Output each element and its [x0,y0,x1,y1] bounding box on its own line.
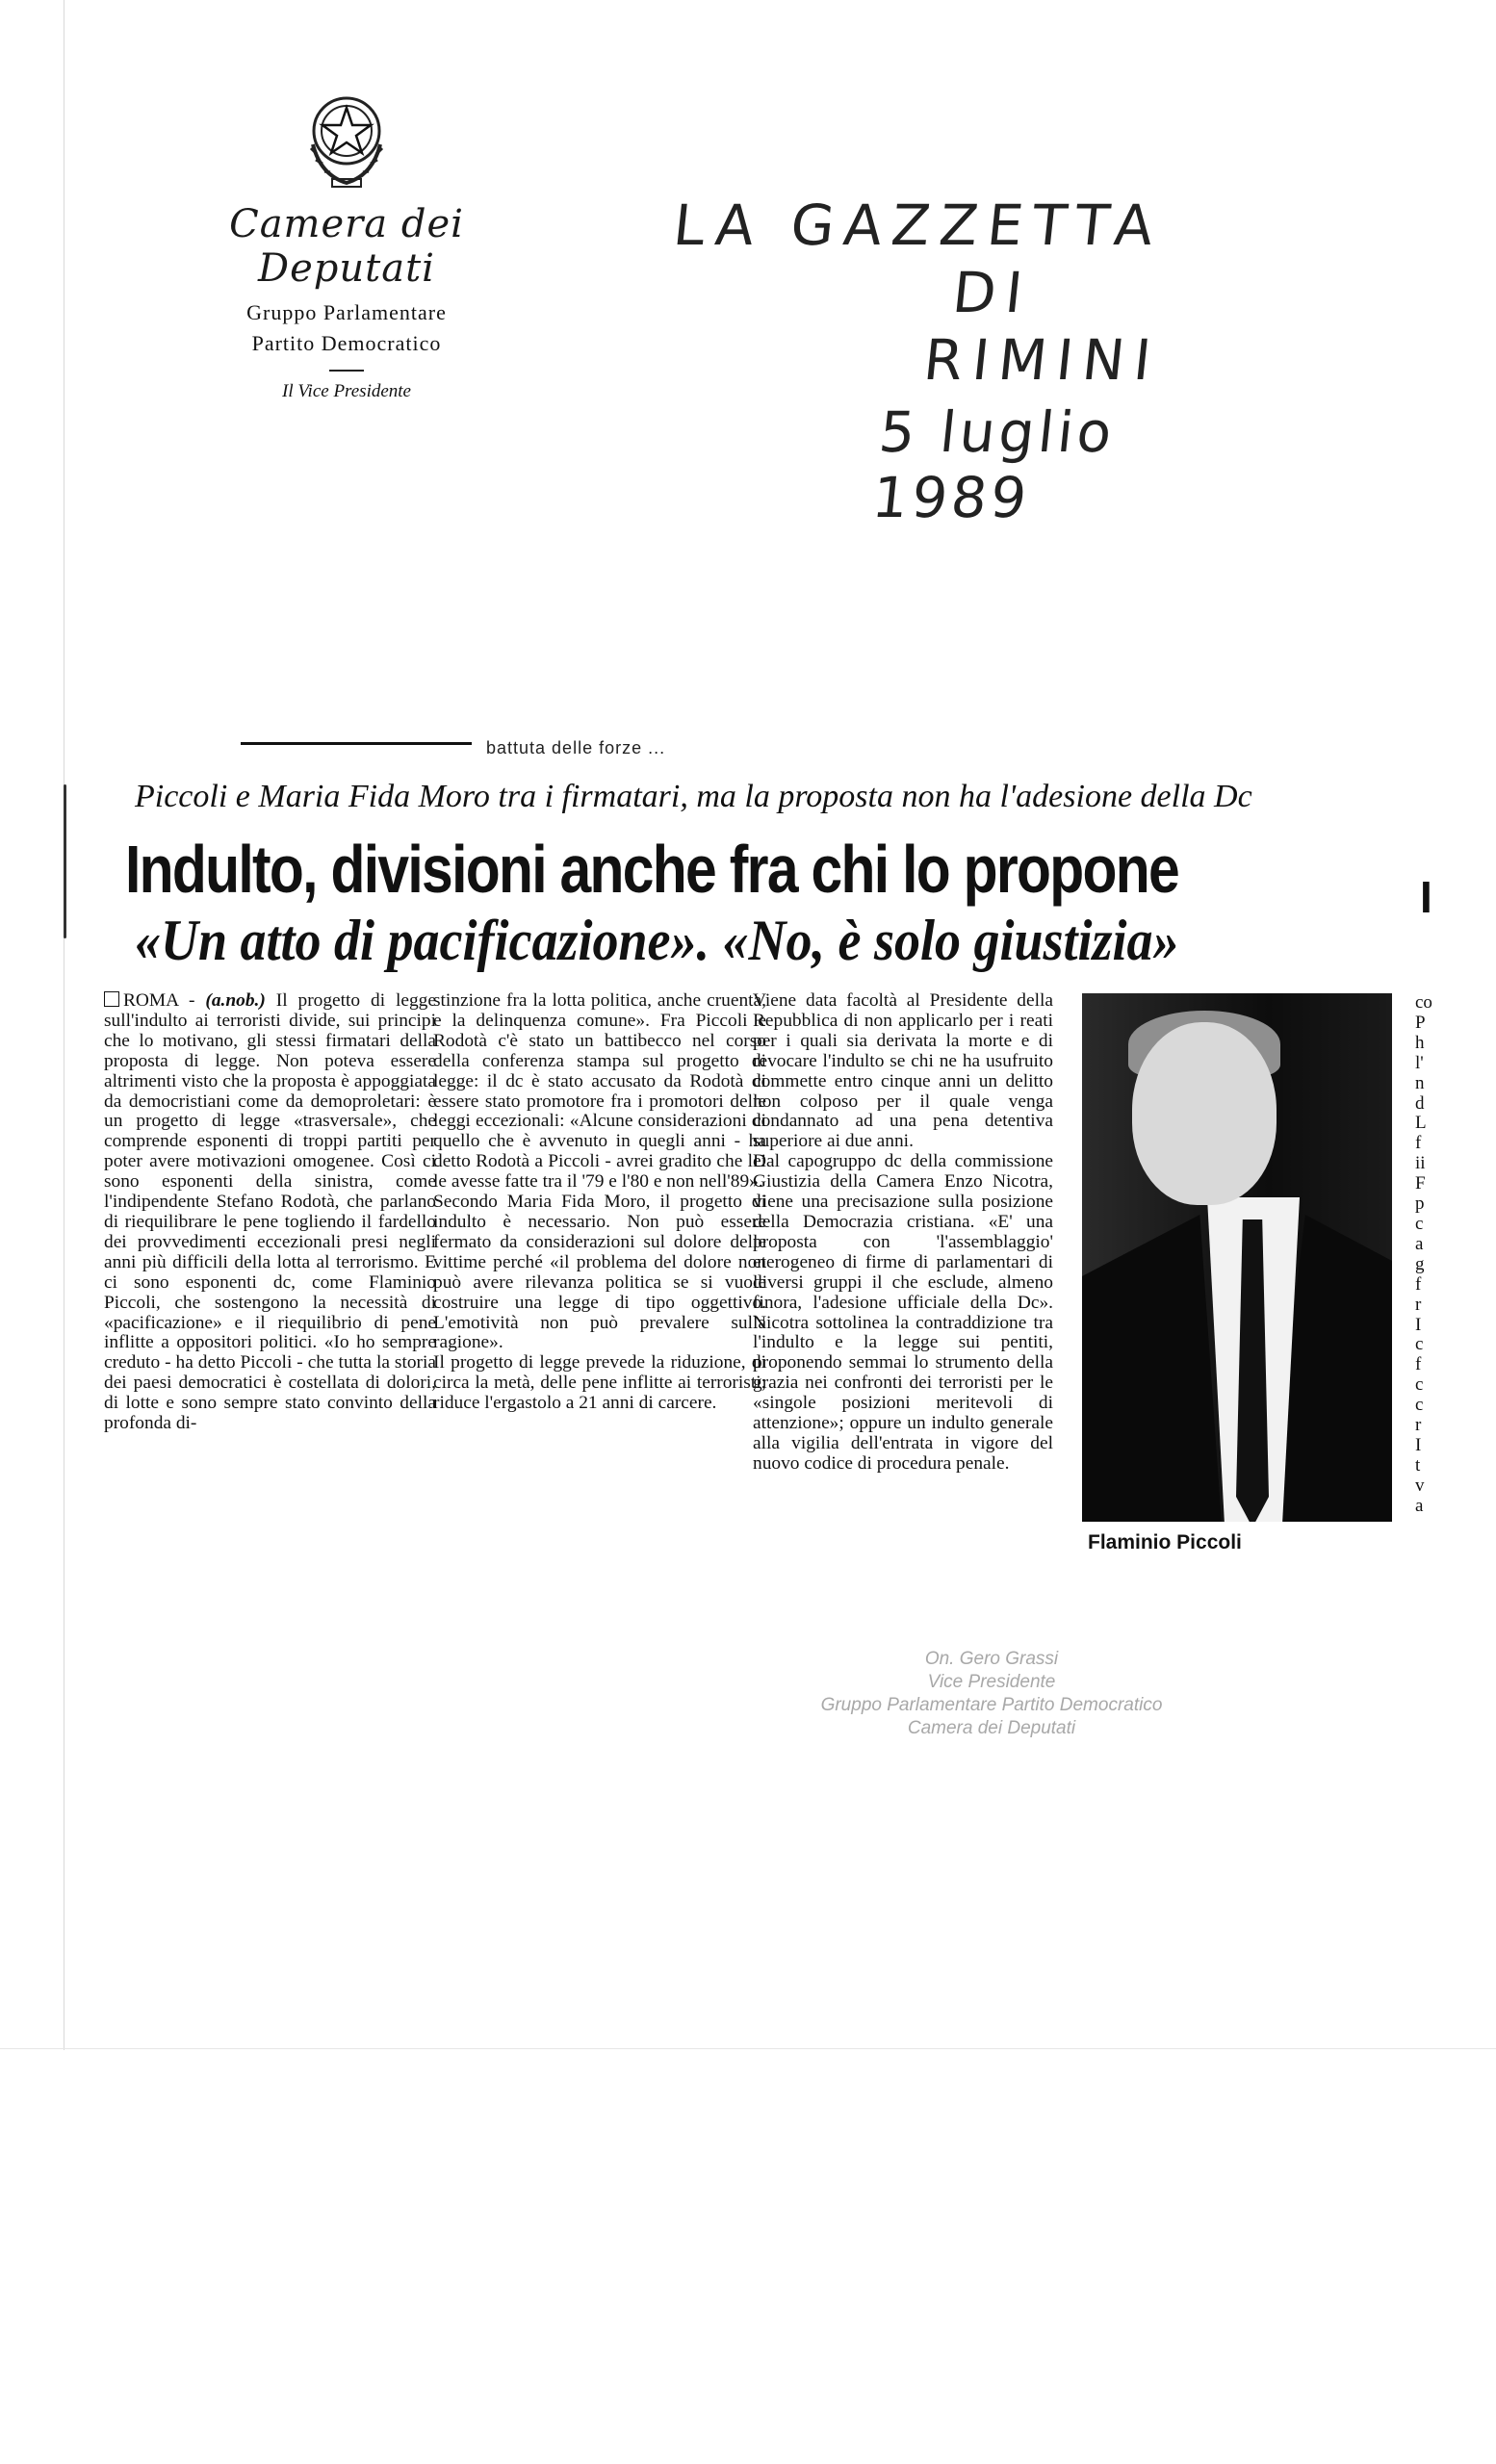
column-2-paragraph-1: stinzione fra la lotta politica, anche cruenta, e la delinquenza comune». Fra Piccoli e Rodotà c'è stato un battibecco nel corso della conferenza stampa sul progetto di legge: il dc è stato accusato da Rodotà di essere stato promotore fra i promotori delle leggi eccezionali: «Alcune considerazioni di quello che è avvenuto in quegli anni - ha detto Rodotà a Piccoli - avrei gradito che lei le avesse fatte tra il '79 e l'80 e non nell'89». [433,990,766,1193]
scan-bottom-edge [0,2048,1496,2049]
column-2-paragraph-2: Secondo Maria Fida Moro, il progetto di indulto è necessario. Non può essere fermato da considerazioni sul dolore delle vittime perché «il problema del dolore non può avere rilevanza politica se si vuole costruire una legge di tipo oggettivo. L'emotività non può prevalere sulla ragione». [433,1192,766,1353]
fragment-letter: a [1415,1495,1424,1516]
fragment-letter: p [1415,1194,1425,1215]
stamp-chamber: Camera dei Deputati [907,1718,1076,1738]
adjacent-column-letters [1415,993,1454,1517]
stamp-role: Vice Presidente [927,1672,1056,1692]
fragment-letter: r [1415,1294,1422,1315]
fragment-letter: co [1415,992,1432,1013]
party-name: Partito Democratico [251,331,442,355]
checkbox-square-icon [104,991,119,1007]
fragment-letter: n [1415,1072,1425,1093]
fragment-letter: r [1415,1415,1422,1436]
stamp-name: On. Gero Grassi [924,1649,1059,1669]
article-kicker: Piccoli e Maria Fida Moro tra i firmatari, ma la proposta non ha l'adesione della Dc [135,779,1252,814]
column-1-text: Il progetto di legge sull'indulto ai terroristi divide, sui principi che lo motivano, gli stessi firmatari della proposta di legge. Non poteva essere altrimenti visto che la proposta è appoggiata da democristiani come da demoproletari: è un progetto di legge «trasversale», che comprende esponenti di troppi partiti per poter avere motivazioni omogenee. Così ci sono esponenti della sinistra, come l'indipendente Stefano Rodotà, che parlano di riequilibrare le pene togliendo il fardello dei provvedimenti eccezionali presi negli anni più difficili della lotta al terrorismo. E ci sono esponenti dc, come Flaminio Piccoli, che sostengono la necessità di «pacificazione» e il riequilibrio di pene inflitte a oppositori politici. «Io ho sempre creduto - ha detto Piccoli - che tutta la storia dei paesi democratici è costellata di dolori, di lotte e sono sempre stato convinto della profonda di- [104,990,436,1434]
newspaper-clipping [67,727,1496,1612]
photo-caption: Flaminio Piccoli [1088,1531,1242,1553]
fragment-letter: f [1415,1133,1422,1154]
fragment-letter: F [1415,1173,1426,1194]
byline: (a.nob.) [205,990,266,1011]
fragment-letter: g [1415,1253,1425,1274]
fragment-letter: f [1415,1273,1422,1295]
letterhead [144,87,549,402]
column-3-paragraph-1: Viene data facoltà al Presidente della Repubblica di non applicarlo per i reati per i quali sia derivata la morte e di revocare l'indulto se chi ne ha usufruito commette entro cinque anni un delitto non colposo per il quale venga condannato ad una pena detentiva superiore ai due anni. [753,990,1053,1152]
pen-margin-mark [64,784,66,938]
fragment-letter: t [1415,1454,1421,1476]
article-column-3 [753,991,1053,1475]
fragment-letter: h [1415,1032,1425,1053]
article-column-1 [104,991,436,1434]
fragment-letter: I [1415,1434,1422,1455]
fragment-letter: l' [1415,1052,1424,1073]
fragment-letter: d [1415,1092,1425,1114]
fragment-letter: c [1415,1374,1424,1396]
article-headline: Indulto, divisioni anche fra chi lo propone [125,832,1179,907]
letterhead-divider [329,370,364,372]
chamber-name: Camera dei Deputati [229,202,464,291]
cut-off-text-line: battuta delle forze ... [486,738,666,757]
handwritten-city: RIMINI [920,327,1164,393]
adjacent-column-fragment: I [1420,872,1432,922]
handwritten-date: 5 luglio 1989 [868,399,1119,530]
fragment-letter: ii [1415,1153,1426,1174]
group-name: Gruppo Parlamentare [246,300,447,324]
fragment-letter: P [1415,1012,1426,1033]
article-column-2 [433,991,766,1414]
vice-president-title: Il Vice Presidente [282,381,411,401]
handwritten-di: DI [949,260,1036,325]
stamp-group: Gruppo Parlamentare Partito Democratico [820,1695,1163,1715]
fragment-letter: f [1415,1354,1422,1375]
fragment-letter: c [1415,1395,1424,1416]
signature-stamp [789,1648,1194,1740]
fragment-letter: c [1415,1334,1424,1355]
clipping-top-rule [241,742,472,745]
fragment-letter: a [1415,1233,1424,1254]
fragment-letter: v [1415,1475,1425,1496]
handwritten-newspaper-name: LA GAZZETTA [670,192,1167,258]
italian-republic-emblem-icon [303,87,390,192]
dateline: ROMA - [123,990,195,1011]
column-3-paragraph-2: Dal capogruppo dc della commissione Giustizia della Camera Enzo Nicotra, viene una precisazione sulla posizione della Democrazia cristiana. «E' una proposta con 'l'assemblaggio' eterogeneo di firme di parlamentari di diversi gruppi il che esclude, almeno finora, l'adesione ufficiale della Dc». Nicotra sottolinea la contraddizione tra l'indulto e la legge sui pentiti, proponendo semmai lo strumento della grazia nei confronti dei terroristi per le «singole posizioni meritevoli di attenzione»; oppure un indulto generale alla vigilia dell'entrata in vigore del nuovo codice di procedura penale. [753,1151,1053,1474]
fragment-letter: L [1415,1113,1427,1134]
column-2-paragraph-3: Il progetto di legge prevede la riduzione, di circa la metà, delle pene inflitte ai terroristi; riduce l'ergastolo a 21 anni di carcere. [433,1352,766,1414]
portrait-photo [1082,993,1392,1522]
fragment-letter: I [1415,1314,1422,1335]
fragment-letter: c [1415,1213,1424,1234]
article-subheadline: «Un atto di pacificazione». «No, è solo giustizia» [135,909,1179,972]
